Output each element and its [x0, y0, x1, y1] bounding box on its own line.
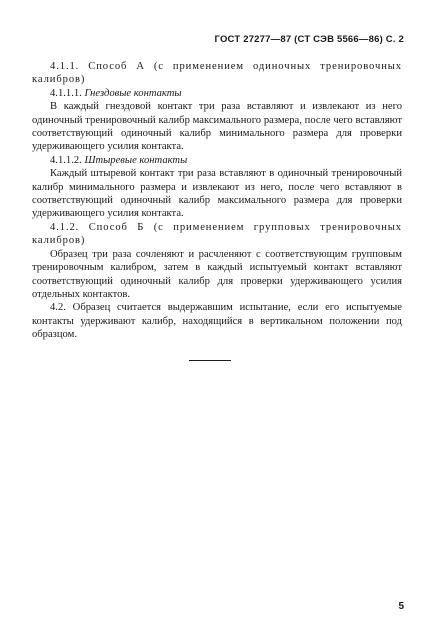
section-4-1-1-2-heading [32, 154, 402, 167]
paragraph-pin-contacts: Каждый штыревой контакт три раза вставляют в одиночный тренировочный калибр минимального размера и извлекают из него, после чего вставляют в соответствующий одиночный калибр максимального размера для проверки удерживающего усилия контакта. [32, 168, 402, 220]
end-rule [189, 360, 231, 361]
section-number: 4.1.1.2. [50, 154, 85, 166]
section-number: 4.1.1.1. [50, 87, 85, 99]
section-title: Гнездовые контакты [84, 87, 182, 99]
section-4-1-1-heading: 4.1.1. Способ А (с применением одиночных тренировочных калибров) [32, 61, 402, 86]
page-header: ГОСТ 27277—87 (СТ СЭВ 5566—86) С. 2 [214, 34, 404, 45]
section-title: Штыревые контакты [84, 154, 188, 166]
paragraph-4-2: 4.2. Образец считается выдержавшим испытание, если его испытуемые контакты удерживают калибр, находящийся в вертикальном положении под образцом. [32, 302, 402, 341]
section-4-1-1-1-heading [32, 87, 402, 100]
paragraph-group-gauges: Образец три раза сочленяют и расчленяют с соответствующим групповым тренировочным калибром, затем в каждый испытуемый контакт вставляют соответствующий одиночный калибр для проверки удерживающего усилия отдельных контактов. [32, 248, 402, 300]
page-number: 5 [398, 601, 404, 612]
body-text [32, 60, 402, 342]
paragraph-socket-contacts: В каждый гнездовой контакт три раза вставляют и извлекают из него одиночный тренировочный калибр максимального размера, после чего вставляют соответствующий одиночный калибр минимального размера для проверки удерживающего усилия контакта. [32, 101, 402, 153]
section-4-1-2-heading: 4.1.2. Способ Б (с применением групповых тренировочных калибров) [32, 221, 402, 247]
